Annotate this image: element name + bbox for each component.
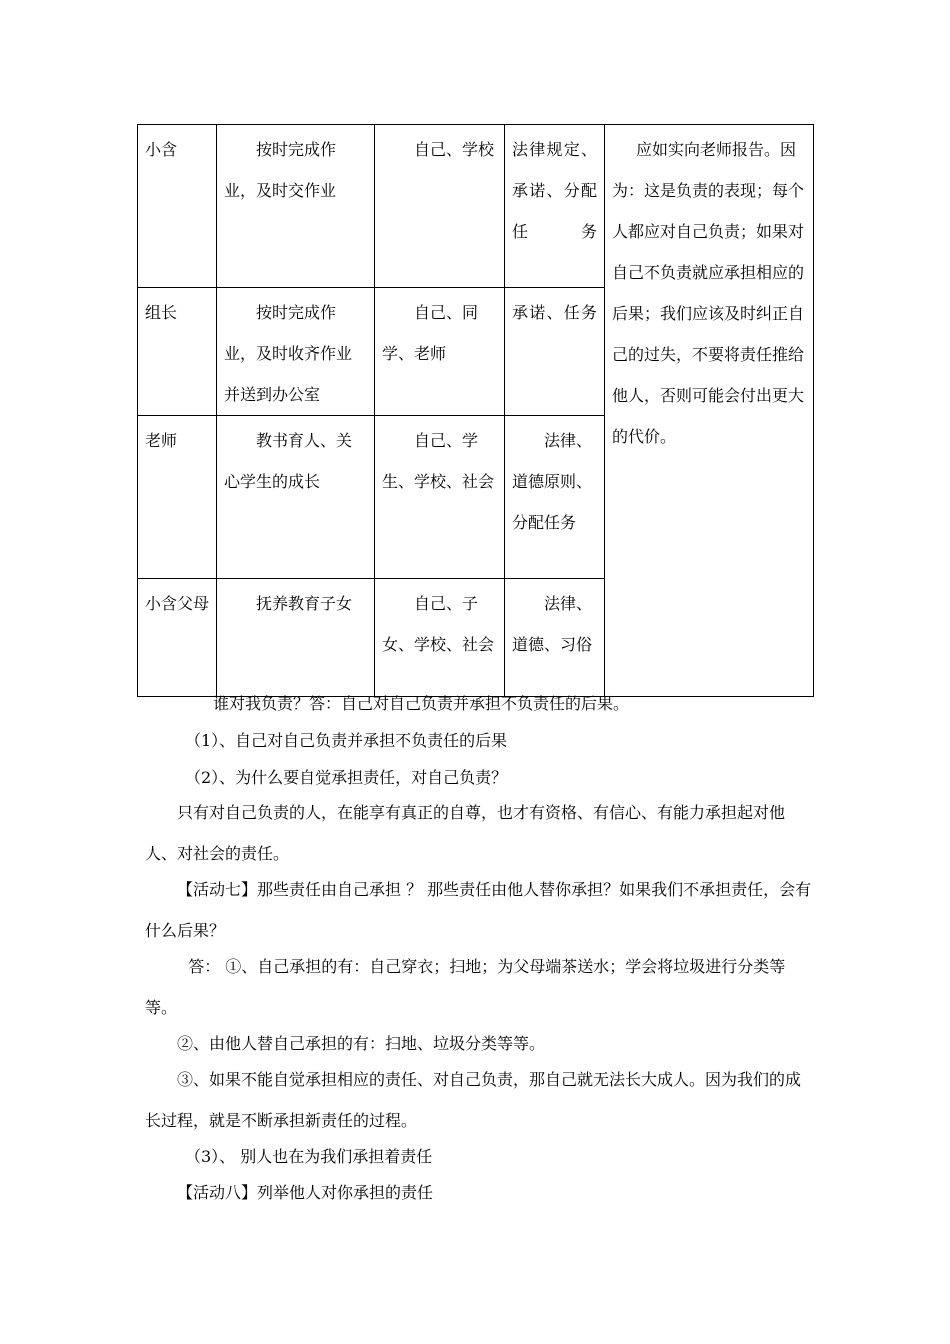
answer-2: ②、由他人替自己承担的有：扫地、垃圾分类等等。: [177, 1034, 546, 1053]
source-cell: 法律、道德原则、分配任务: [505, 416, 605, 579]
activity-8: 【活动八】列举他人对你承担的责任: [177, 1183, 434, 1202]
paragraph-self-respect: 只有对自己负责的人，在能享有真正的自尊，也才有资格、有信心、有能力承担起对他人、对社会的责任。: [145, 803, 786, 863]
role-cell: 小含: [138, 125, 217, 288]
answer-3: ③、如果不能自觉承担相应的责任、对自己负责，那自己就无法长大成人。因为我们的成长过程，就是不断承担新责任的过程。: [145, 1070, 802, 1130]
duty-cell: 按时完成作业，及时交作业: [217, 125, 375, 288]
source-cell: 承诺、任务: [505, 288, 605, 416]
duty-cell: 教书育人、关心学生的成长: [217, 416, 375, 579]
source-cell: 法律规定、承诺、分配任务: [505, 125, 605, 288]
question-who: 谁对我负责？答：自己对自己负责并承担不负责任的后果。: [213, 694, 630, 713]
point-3: （3）、 别人也在为我们承担着责任: [185, 1147, 433, 1166]
table-row: [138, 125, 814, 288]
target-cell: 自己、学生、学校、社会: [375, 416, 505, 579]
target-cell: 自己、子女、学校、社会: [375, 579, 505, 697]
answer-1: 答： ①、自己承担的有：自己穿衣；扫地；为父母端茶送水；学会将垃圾进行分类等等。: [145, 957, 786, 1017]
point-1: （1）、自己对自己负责并承担不负责任的后果: [185, 731, 508, 750]
role-cell: 组长: [138, 288, 217, 416]
duty-cell: 抚养教育子女: [217, 579, 375, 697]
target-cell: 自己、同学、老师: [375, 288, 505, 416]
note-cell: 应如实向老师报告。因为：这是负责的表现；每个人都应对自己负责；如果对自己不负责就应承担相应的后果；我们应该及时纠正自己的过失，不要将责任推给他人，否则可能会付出更大的代价。: [605, 125, 814, 697]
source-cell: 法律、道德、习俗: [505, 579, 605, 697]
activity-7: 【活动七】那些责任由自己承担 ？ 那些责任由他人替你承担？如果我们不承担责任，会有什么后果？: [145, 880, 812, 940]
duty-cell: 按时完成作业，及时收齐作业并送到办公室: [217, 288, 375, 416]
target-cell: 自己、学校: [375, 125, 505, 288]
responsibility-table: [137, 124, 814, 697]
role-cell: 小含父母: [138, 579, 217, 697]
role-cell: 老师: [138, 416, 217, 579]
point-2: （2）、为什么要自觉承担责任，对自己负责？: [185, 768, 508, 787]
